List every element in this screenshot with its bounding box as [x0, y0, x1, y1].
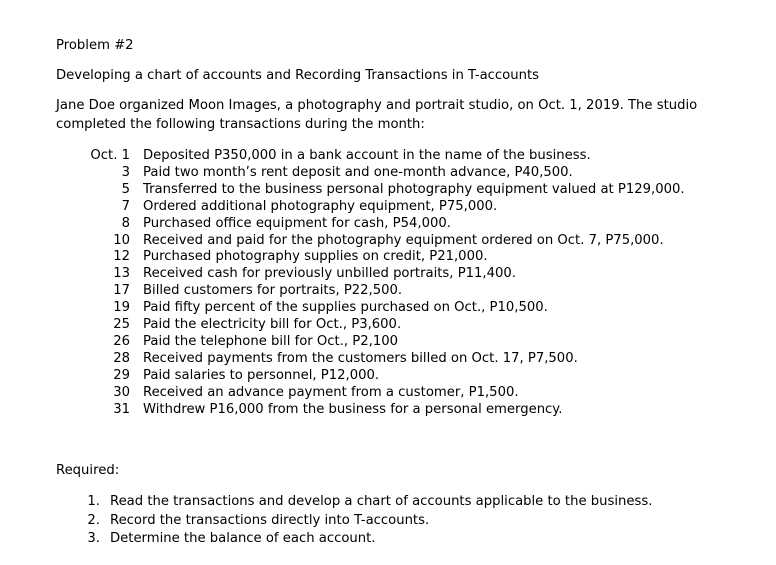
- required-label: Required:: [56, 463, 120, 478]
- transaction-row: [86, 402, 562, 419]
- transaction-date: 5: [121, 181, 130, 197]
- transaction-date: 19: [113, 300, 130, 316]
- transaction-date: 31: [113, 401, 130, 417]
- problem-subtitle: Developing a chart of accounts and Recording Transactions in T-accounts: [56, 68, 540, 83]
- transaction-description: Paid two month’s rent deposit and one-month advance, P40,500.: [143, 164, 573, 180]
- transaction-description: Transferred to the business personal photography equipment valued at P129,000.: [143, 181, 685, 197]
- transaction-row: [86, 283, 402, 300]
- requirement-text: Determine the balance of each account.: [110, 531, 376, 546]
- transaction-row: [86, 148, 591, 165]
- transaction-date: 26: [113, 333, 130, 349]
- transaction-date: 29: [113, 367, 130, 383]
- transaction-description: Received an advance payment from a customer, P1,500.: [143, 384, 519, 400]
- transaction-description: Withdrew P16,000 from the business for a personal emergency.: [143, 401, 563, 417]
- requirement-number: 2.: [87, 512, 100, 528]
- transaction-row: [86, 199, 497, 216]
- transaction-description: Paid fifty percent of the supplies purchased on Oct., P10,500.: [143, 300, 548, 316]
- transaction-row: [86, 368, 379, 385]
- transaction-description: Received and paid for the photography equipment ordered on Oct. 7, P75,000.: [143, 232, 664, 248]
- transaction-description: Purchased office equipment for cash, P54,000.: [143, 215, 451, 231]
- intro-line-2: completed the following transactions during the month:: [56, 117, 425, 132]
- requirement-item: [86, 493, 652, 510]
- transaction-description: Purchased photography supplies on credit, P21,000.: [143, 249, 488, 265]
- transaction-date: Oct. 1: [90, 148, 130, 163]
- transaction-description: Deposited P350,000 in a bank account in the name of the business.: [143, 148, 591, 163]
- requirement-text: Read the transactions and develop a chart of accounts applicable to the business.: [110, 494, 653, 509]
- transaction-row: [86, 233, 664, 250]
- transaction-date: 17: [113, 283, 130, 299]
- transaction-date: 13: [113, 266, 130, 282]
- transaction-date: 8: [121, 215, 130, 231]
- transaction-date: 3: [121, 164, 130, 180]
- transaction-row: [86, 351, 578, 368]
- transaction-description: Paid the telephone bill for Oct., P2,100: [143, 333, 398, 349]
- transaction-row: [86, 216, 451, 233]
- transaction-row: [86, 249, 488, 266]
- transaction-row: [86, 300, 548, 317]
- transaction-date: 12: [113, 249, 130, 265]
- transaction-row: [86, 317, 401, 334]
- requirement-number: 3.: [87, 531, 100, 546]
- transaction-row: [86, 385, 519, 402]
- transaction-date: 28: [113, 350, 130, 366]
- transaction-description: Billed customers for portraits, P22,500.: [143, 283, 403, 299]
- requirement-text: Record the transactions directly into T-accounts.: [110, 512, 430, 528]
- transaction-row: [86, 182, 685, 199]
- transaction-row: [86, 266, 516, 283]
- transaction-description: Received payments from the customers billed on Oct. 17, P7,500.: [143, 350, 578, 366]
- transaction-row: [86, 334, 398, 351]
- problem-title: Problem #2: [56, 38, 134, 53]
- requirement-item: [86, 512, 429, 529]
- transaction-description: Paid the electricity bill for Oct., P3,600.: [143, 317, 402, 332]
- transaction-date: 30: [113, 384, 130, 400]
- transaction-date: 7: [121, 198, 130, 214]
- transaction-description: Received cash for previously unbilled portraits, P11,400.: [143, 266, 516, 282]
- requirement-item: [86, 530, 376, 547]
- transaction-description: Paid salaries to personnel, P12,000.: [143, 367, 380, 383]
- transaction-date: 10: [113, 232, 130, 248]
- transaction-description: Ordered additional photography equipment, P75,000.: [143, 198, 498, 214]
- transaction-date: 25: [113, 317, 130, 332]
- transaction-row: [86, 165, 573, 182]
- requirement-number: 1.: [87, 494, 100, 509]
- intro-line-1: Jane Doe organized Moon Images, a photography and portrait studio, on Oct. 1, 2019. The studio: [56, 98, 698, 113]
